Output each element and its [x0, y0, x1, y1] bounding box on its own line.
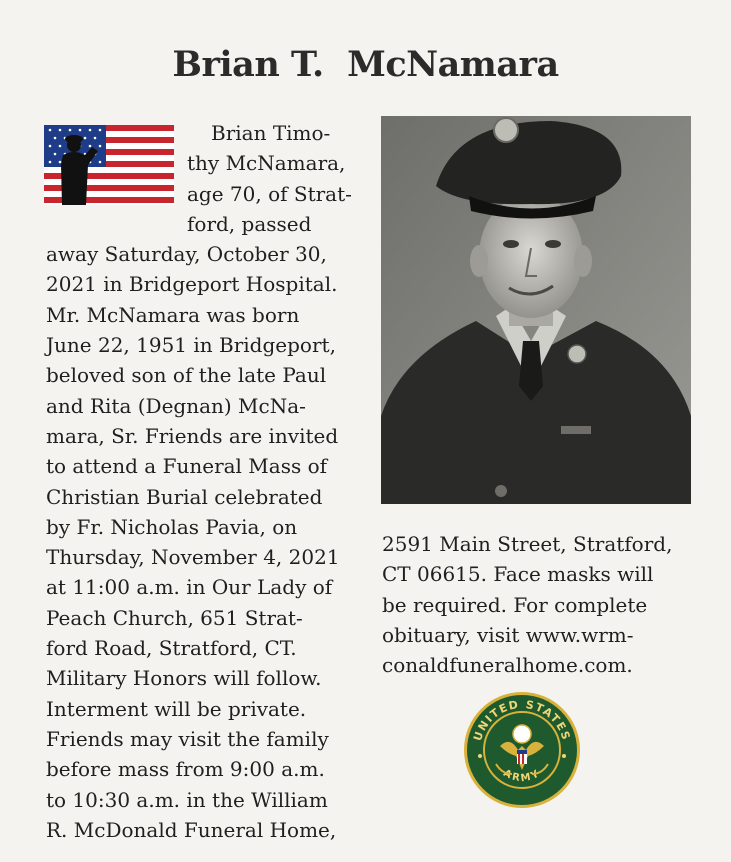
text-line: conaldfuneralhome.com. [382, 653, 633, 678]
text-line: by Fr. Nicholas Pavia, on [46, 514, 298, 539]
text-line: 2021 in Bridgeport Hospital. [46, 272, 338, 297]
portrait-photo [381, 116, 691, 504]
text-line: Peach Church, 651 Strat- [46, 605, 303, 630]
text-line: to attend a Funeral Mass of [46, 454, 328, 479]
army-seal-icon [462, 690, 582, 810]
obituary-right-column [382, 529, 702, 680]
text-line: June 22, 1951 in Bridgeport, [46, 333, 336, 358]
text-line: Mr. McNamara was born [46, 302, 300, 327]
army-seal [462, 690, 582, 810]
text-line: before mass from 9:00 a.m. [46, 757, 325, 782]
text-line: Thursday, November 4, 2021 [46, 545, 340, 570]
text-line: CT 06615. Face masks will [382, 562, 654, 587]
text-line: Military Honors will follow. [46, 666, 322, 691]
text-line: away Saturday, October 30, [46, 242, 327, 267]
svg-text:UNITED STATES: UNITED STATES [471, 697, 573, 743]
text-line: Christian Burial celebrated [46, 484, 323, 509]
text-line: R. McDonald Funeral Home, [46, 817, 337, 842]
text-line: ford, passed [187, 211, 312, 236]
text-line: Interment will be private. [46, 696, 307, 721]
text-line: obituary, visit www.wrm- [382, 622, 634, 647]
text-line: beloved son of the late Paul [46, 363, 327, 388]
svg-text:ARMY: ARMY [501, 767, 543, 785]
text-line: Friends may visit the family [46, 726, 329, 751]
soldier-portrait-image [381, 116, 691, 504]
text-line: to 10:30 a.m. in the William [46, 787, 328, 812]
text-line: ford Road, Stratford, CT. [46, 636, 297, 661]
text-line: 2591 Main Street, Stratford, [382, 532, 673, 556]
text-line: thy McNamara, [187, 151, 346, 176]
text-line: mara, Sr. Friends are invited [46, 423, 339, 448]
obituary-left-column [46, 118, 366, 845]
text-line: at 11:00 a.m. in Our Lady of [46, 575, 333, 600]
text-line: Brian Timo- [211, 121, 331, 145]
text-line: be required. For complete [382, 592, 648, 617]
text-line: age 70, of Strat- [187, 181, 352, 206]
obituary-title: Brian T. McNamara [172, 44, 559, 85]
text-line: and Rita (Degnan) McNa- [46, 393, 306, 418]
